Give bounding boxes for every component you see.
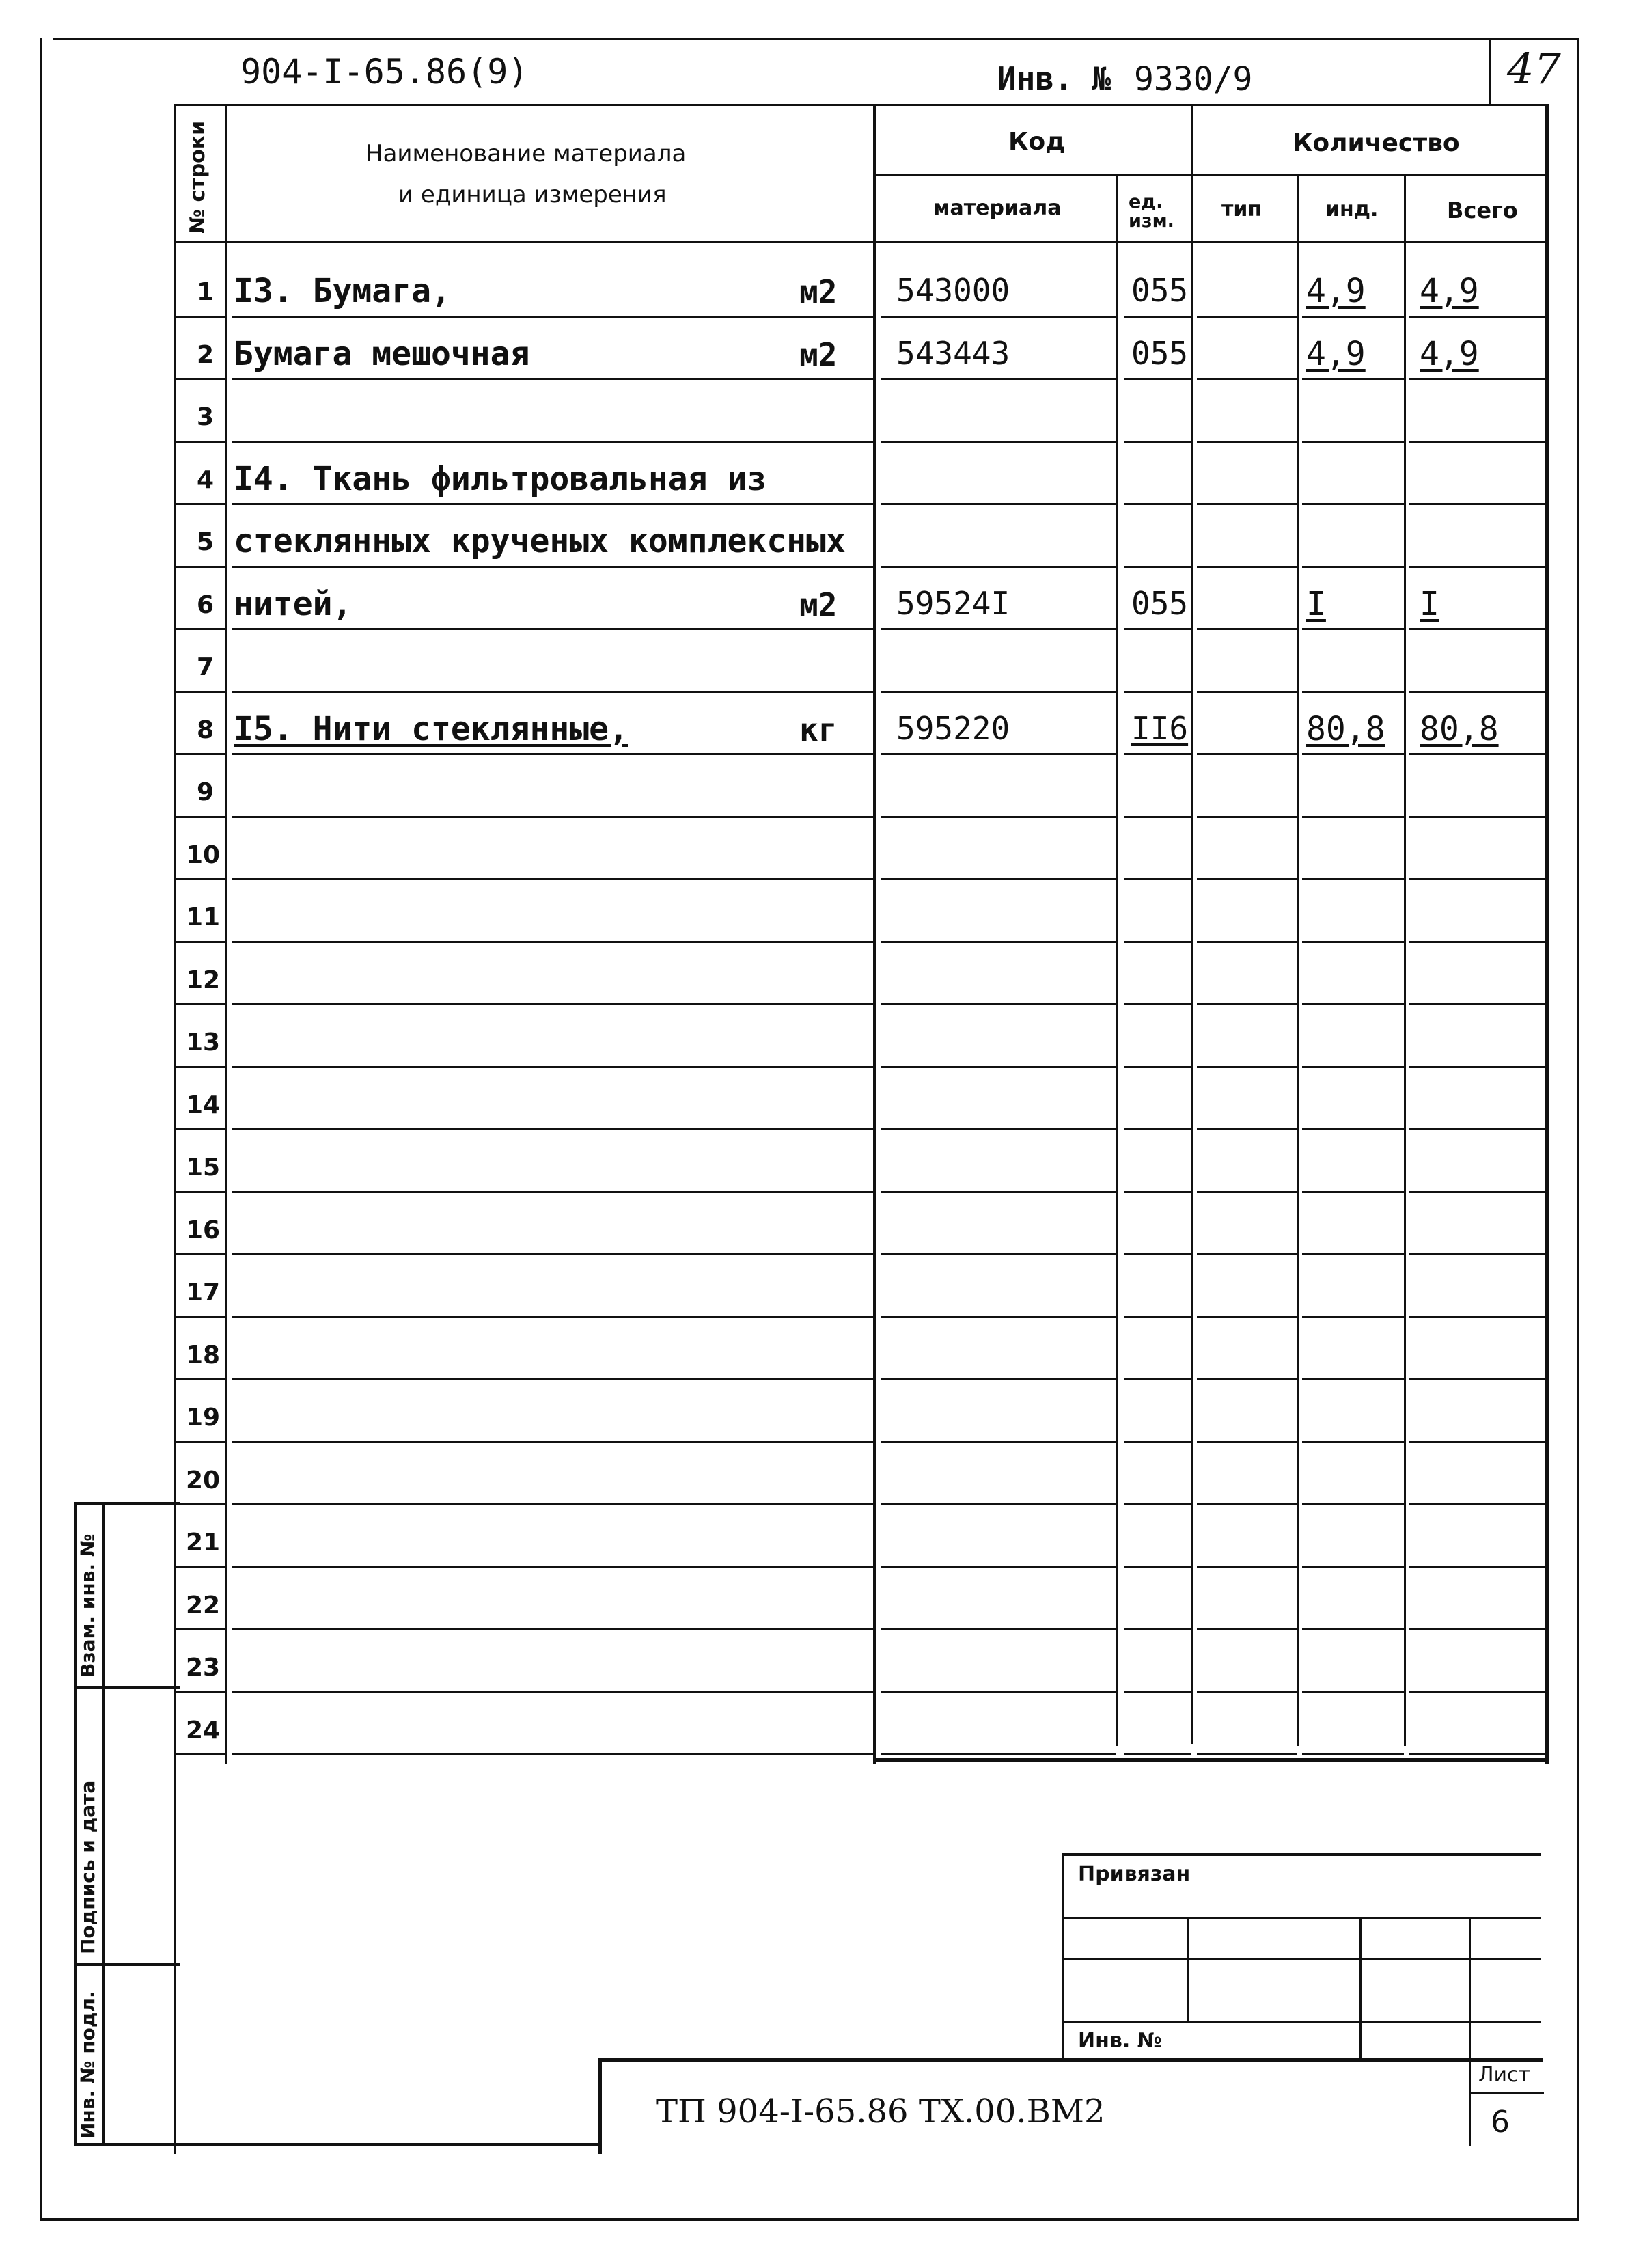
col-qty-ind-header: инд. <box>1325 197 1379 221</box>
row-divider <box>1197 1191 1297 1193</box>
row-divider <box>1302 753 1404 755</box>
designation-left <box>598 2058 602 2154</box>
row-divider <box>232 1378 873 1380</box>
cell-code: 543000 <box>896 272 1010 309</box>
row-divider <box>1124 1503 1191 1505</box>
row-divider <box>232 691 873 693</box>
row-number: 7 <box>197 653 215 681</box>
row-divider <box>1409 503 1545 505</box>
row-divider <box>1124 1253 1191 1255</box>
table-top <box>174 104 1547 106</box>
code-unit-right <box>1191 104 1193 1744</box>
header-bottom <box>174 241 1547 243</box>
outer-frame-left <box>40 38 42 2221</box>
row-divider <box>174 816 225 818</box>
col-quantity-header: Количество <box>1293 129 1460 157</box>
row-divider <box>1302 1191 1404 1193</box>
row-divider <box>1124 1566 1191 1568</box>
col-code-header: Код <box>1008 128 1066 156</box>
row-divider <box>1409 1316 1545 1318</box>
row-divider <box>174 1753 225 1755</box>
row-divider <box>174 1003 225 1005</box>
col-code-material-header: материала <box>933 196 1062 220</box>
inv-no-label: Инв. № <box>1078 2029 1162 2053</box>
row-divider <box>1409 1691 1545 1693</box>
row-divider <box>174 1691 225 1693</box>
row-divider <box>881 1128 1116 1130</box>
designation-top <box>600 2058 1543 2062</box>
row-divider <box>232 1253 873 1255</box>
row-divider <box>1302 316 1404 318</box>
rowno-right <box>225 104 227 1764</box>
row-number: 23 <box>186 1654 221 1682</box>
row-number: 15 <box>186 1153 221 1181</box>
row-divider <box>232 753 873 755</box>
row-divider <box>232 441 873 443</box>
row-divider <box>881 1066 1116 1068</box>
row-divider <box>881 753 1116 755</box>
row-divider <box>1124 566 1191 568</box>
material-name: I4. Ткань фильтровальная из <box>234 459 767 498</box>
row-number: 21 <box>186 1529 221 1557</box>
cell-total: 4,9 <box>1420 334 1479 373</box>
row-number: 17 <box>186 1279 221 1307</box>
row-divider <box>1409 1003 1545 1005</box>
row-divider <box>232 503 873 505</box>
row-divider <box>174 316 225 318</box>
row-divider <box>1197 1316 1297 1318</box>
title-block-left <box>1062 1853 1064 2061</box>
row-divider <box>232 1503 873 1505</box>
row-divider <box>1197 1378 1297 1380</box>
code-subheader-line <box>874 174 1547 176</box>
row-divider <box>881 1378 1116 1380</box>
podpis-label: Подпись и дата <box>77 1780 99 1954</box>
row-number: 1 <box>197 278 215 306</box>
row-number: 6 <box>197 590 215 619</box>
row-divider <box>1302 1066 1404 1068</box>
row-divider <box>232 1566 873 1568</box>
row-divider <box>232 1066 873 1068</box>
row-divider <box>1124 1066 1191 1068</box>
row-divider <box>232 941 873 943</box>
unit: м2 <box>799 336 838 373</box>
row-divider <box>1124 878 1191 880</box>
inv-label: Инв. № <box>997 60 1111 97</box>
row-divider <box>1124 753 1191 755</box>
row-divider <box>881 628 1116 630</box>
row-divider <box>1409 878 1545 880</box>
row-divider <box>1409 1066 1545 1068</box>
row-divider <box>1302 816 1404 818</box>
row-divider <box>1302 1691 1404 1693</box>
row-divider <box>174 441 225 443</box>
row-divider <box>232 566 873 568</box>
row-divider <box>881 878 1116 880</box>
row-divider <box>881 1316 1116 1318</box>
row-divider <box>1124 1628 1191 1630</box>
row-divider <box>1197 378 1297 380</box>
title-block-vert-2 <box>1359 1917 1362 2060</box>
row-divider <box>232 1128 873 1130</box>
row-number: 11 <box>186 903 221 931</box>
row-divider <box>1197 691 1297 693</box>
row-divider <box>174 1503 225 1505</box>
outer-frame-top <box>53 38 1578 40</box>
cell-ind: I <box>1306 584 1326 623</box>
unit: м2 <box>799 586 838 623</box>
page-mark: 47 <box>1507 44 1561 94</box>
row-divider <box>174 1191 225 1193</box>
row-divider <box>881 941 1116 943</box>
row-divider <box>1197 753 1297 755</box>
row-divider <box>1197 941 1297 943</box>
row-divider <box>174 691 225 693</box>
row-divider <box>1197 1441 1297 1443</box>
vzam-label: Взам. инв. № <box>77 1533 99 1678</box>
row-number: 14 <box>186 1091 221 1119</box>
row-divider <box>232 316 873 318</box>
row-number: 12 <box>186 966 221 994</box>
material-name: стеклянных крученых комплексных <box>234 522 846 560</box>
row-divider <box>1302 503 1404 505</box>
row-divider <box>1302 628 1404 630</box>
page-mark-box-left <box>1489 40 1491 105</box>
row-divider <box>174 753 225 755</box>
col-row-no-header: № строки <box>186 120 210 234</box>
row-divider <box>881 441 1116 443</box>
material-name: I5. Нити стеклянные, <box>234 709 628 748</box>
row-divider <box>1302 691 1404 693</box>
row-divider <box>1197 1628 1297 1630</box>
row-divider <box>881 1441 1116 1443</box>
row-divider <box>174 378 225 380</box>
row-divider <box>1302 941 1404 943</box>
row-divider <box>1409 1253 1545 1255</box>
row-divider <box>1302 1253 1404 1255</box>
row-divider <box>1124 441 1191 443</box>
row-number: 24 <box>186 1716 221 1745</box>
row-divider <box>1302 1316 1404 1318</box>
row-divider <box>881 503 1116 505</box>
row-divider <box>1409 566 1545 568</box>
row-divider <box>1197 503 1297 505</box>
row-divider <box>1124 1316 1191 1318</box>
side-stamp-bottom <box>74 2143 600 2146</box>
side-stamp-top <box>74 1502 180 1505</box>
side-stamp-inner <box>102 1502 105 2144</box>
title-block-vert-3 <box>1469 1917 1471 2146</box>
row-divider <box>1409 316 1545 318</box>
row-divider <box>881 1253 1116 1255</box>
row-divider <box>1197 1128 1297 1130</box>
row-divider <box>881 816 1116 818</box>
row-divider <box>1302 1753 1404 1755</box>
row-divider <box>1197 1753 1297 1755</box>
row-number: 19 <box>186 1404 221 1432</box>
row-divider <box>881 1003 1116 1005</box>
row-divider <box>174 1441 225 1443</box>
row-divider <box>881 1628 1116 1630</box>
cell-unit-code: II6 <box>1131 709 1189 747</box>
row-divider <box>1197 1503 1297 1505</box>
row-divider <box>1409 816 1545 818</box>
row-divider <box>1197 1003 1297 1005</box>
row-divider <box>1409 1503 1545 1505</box>
col-name-header-1: Наименование материала <box>365 140 687 167</box>
row-divider <box>232 1191 873 1193</box>
table-right <box>1545 104 1549 1764</box>
row-divider <box>1302 1503 1404 1505</box>
row-divider <box>881 1191 1116 1193</box>
cell-total: I <box>1420 584 1439 623</box>
row-divider <box>232 378 873 380</box>
row-divider <box>1124 1128 1191 1130</box>
row-divider <box>1124 816 1191 818</box>
row-divider <box>1124 378 1191 380</box>
row-number: 3 <box>197 403 215 431</box>
row-divider <box>1409 1378 1545 1380</box>
name-right <box>873 104 876 1764</box>
cell-unit-code: 055 <box>1131 334 1189 372</box>
row-divider <box>1124 1753 1191 1755</box>
col-name-header-2: и единица измерения <box>398 181 667 208</box>
side-stamp-sep-1 <box>74 1686 180 1689</box>
row-divider <box>232 1691 873 1693</box>
sheet-sep <box>1469 2092 1544 2094</box>
row-divider <box>1302 378 1404 380</box>
row-divider <box>1197 1566 1297 1568</box>
cell-code: 595220 <box>896 709 1010 747</box>
row-divider <box>174 1253 225 1255</box>
material-name: I3. Бумага, <box>234 272 451 310</box>
inv-number: 9330/9 <box>1134 60 1253 98</box>
row-divider <box>1302 1003 1404 1005</box>
row-divider <box>881 1566 1116 1568</box>
row-divider <box>1409 691 1545 693</box>
row-divider <box>1409 378 1545 380</box>
row-divider <box>1197 628 1297 630</box>
row-divider <box>1197 1066 1297 1068</box>
row-number: 4 <box>197 465 215 494</box>
row-divider <box>1124 1378 1191 1380</box>
row-divider <box>1302 1378 1404 1380</box>
row-divider <box>232 628 873 630</box>
unit: кг <box>799 711 838 748</box>
row-divider <box>1409 753 1545 755</box>
row-divider <box>1124 1191 1191 1193</box>
row-divider <box>1409 1191 1545 1193</box>
row-divider <box>174 1316 225 1318</box>
row-number: 9 <box>197 778 215 806</box>
row-divider <box>1197 878 1297 880</box>
cell-ind: 80,8 <box>1306 709 1385 748</box>
row-number: 20 <box>186 1466 221 1494</box>
qty-tip-right <box>1297 174 1299 1746</box>
row-number: 16 <box>186 1216 221 1244</box>
row-number: 18 <box>186 1341 221 1369</box>
row-divider <box>232 878 873 880</box>
row-divider <box>1302 1441 1404 1443</box>
cell-ind: 4,9 <box>1306 272 1366 310</box>
row-divider <box>1197 816 1297 818</box>
row-divider <box>1409 1753 1545 1755</box>
row-divider <box>174 1066 225 1068</box>
row-divider <box>1409 941 1545 943</box>
row-divider <box>1409 628 1545 630</box>
col-qty-tip-header: тип <box>1221 197 1262 221</box>
row-divider <box>881 691 1116 693</box>
row-divider <box>1124 1441 1191 1443</box>
row-number: 8 <box>197 715 215 744</box>
row-divider <box>1302 566 1404 568</box>
row-divider <box>1302 1628 1404 1630</box>
unit: м2 <box>799 273 838 310</box>
row-number: 5 <box>197 528 215 556</box>
title-block-top <box>1063 1853 1541 1856</box>
side-stamp-sep-2 <box>74 1963 180 1966</box>
row-divider <box>174 503 225 505</box>
row-divider <box>1124 1003 1191 1005</box>
row-number: 10 <box>186 841 221 869</box>
designation: ТП 904-I-65.86 ТХ.00.ВМ2 <box>656 2092 1105 2131</box>
privyazan-label: Привязан <box>1078 1862 1191 1886</box>
row-divider <box>174 1566 225 1568</box>
qty-ind-right <box>1404 174 1406 1746</box>
row-divider <box>1124 628 1191 630</box>
row-divider <box>174 1628 225 1630</box>
row-divider <box>1409 1566 1545 1568</box>
row-divider <box>1302 878 1404 880</box>
title-block-vert-1 <box>1187 1917 1189 2023</box>
outer-frame-bottom <box>40 2218 1579 2221</box>
row-divider <box>232 816 873 818</box>
doc-code: 904-I-65.86(9) <box>240 52 529 92</box>
row-divider <box>1409 1128 1545 1130</box>
row-number: 2 <box>197 340 215 369</box>
row-divider <box>174 1378 225 1380</box>
row-divider <box>232 1753 873 1755</box>
row-divider <box>881 1753 1116 1755</box>
code-material-right <box>1116 174 1118 1746</box>
row-divider <box>1302 1566 1404 1568</box>
col-code-unit-header: ед. изм. <box>1129 191 1174 232</box>
row-divider <box>1409 441 1545 443</box>
row-number: 22 <box>186 1591 221 1620</box>
row-divider <box>232 1441 873 1443</box>
row-divider <box>881 1503 1116 1505</box>
row-divider <box>1197 566 1297 568</box>
outer-frame-right <box>1577 38 1579 2221</box>
material-name: Бумага мешочная <box>234 334 530 373</box>
col-qty-total-header: Всего <box>1447 197 1518 223</box>
row-divider <box>881 566 1116 568</box>
row-divider <box>881 378 1116 380</box>
row-divider <box>1302 1128 1404 1130</box>
cell-ind: 4,9 <box>1306 334 1366 373</box>
row-divider <box>232 1316 873 1318</box>
cell-unit-code: 055 <box>1131 584 1189 622</box>
sheet-number: 6 <box>1491 2105 1510 2140</box>
row-divider <box>1197 316 1297 318</box>
cell-total: 80,8 <box>1420 709 1499 748</box>
cell-total: 4,9 <box>1420 272 1479 310</box>
cell-unit-code: 055 <box>1131 272 1189 309</box>
row-divider <box>1197 1253 1297 1255</box>
row-divider <box>174 1128 225 1130</box>
row-divider <box>1124 316 1191 318</box>
row-divider <box>1302 441 1404 443</box>
row-divider <box>174 566 225 568</box>
row-divider <box>881 1691 1116 1693</box>
row-divider <box>232 1628 873 1630</box>
cell-code: 59524I <box>896 584 1010 622</box>
material-name: нитей, <box>234 584 353 623</box>
row-divider <box>232 1003 873 1005</box>
row-divider <box>1197 1691 1297 1693</box>
row-number: 13 <box>186 1028 221 1056</box>
row-divider <box>1197 441 1297 443</box>
row-divider <box>1124 941 1191 943</box>
row-divider <box>1124 503 1191 505</box>
row-divider <box>174 628 225 630</box>
row-divider <box>174 941 225 943</box>
inv-podl-label: Инв. № подл. <box>77 1991 99 2139</box>
row-divider <box>1124 1691 1191 1693</box>
sheet-label: Лист <box>1478 2063 1531 2087</box>
row-divider <box>1124 691 1191 693</box>
row-divider <box>881 316 1116 318</box>
row-divider <box>174 878 225 880</box>
table-bottom-thick <box>874 1758 1547 1762</box>
row-divider <box>1409 1441 1545 1443</box>
cell-code: 543443 <box>896 334 1010 372</box>
row-divider <box>1409 1628 1545 1630</box>
